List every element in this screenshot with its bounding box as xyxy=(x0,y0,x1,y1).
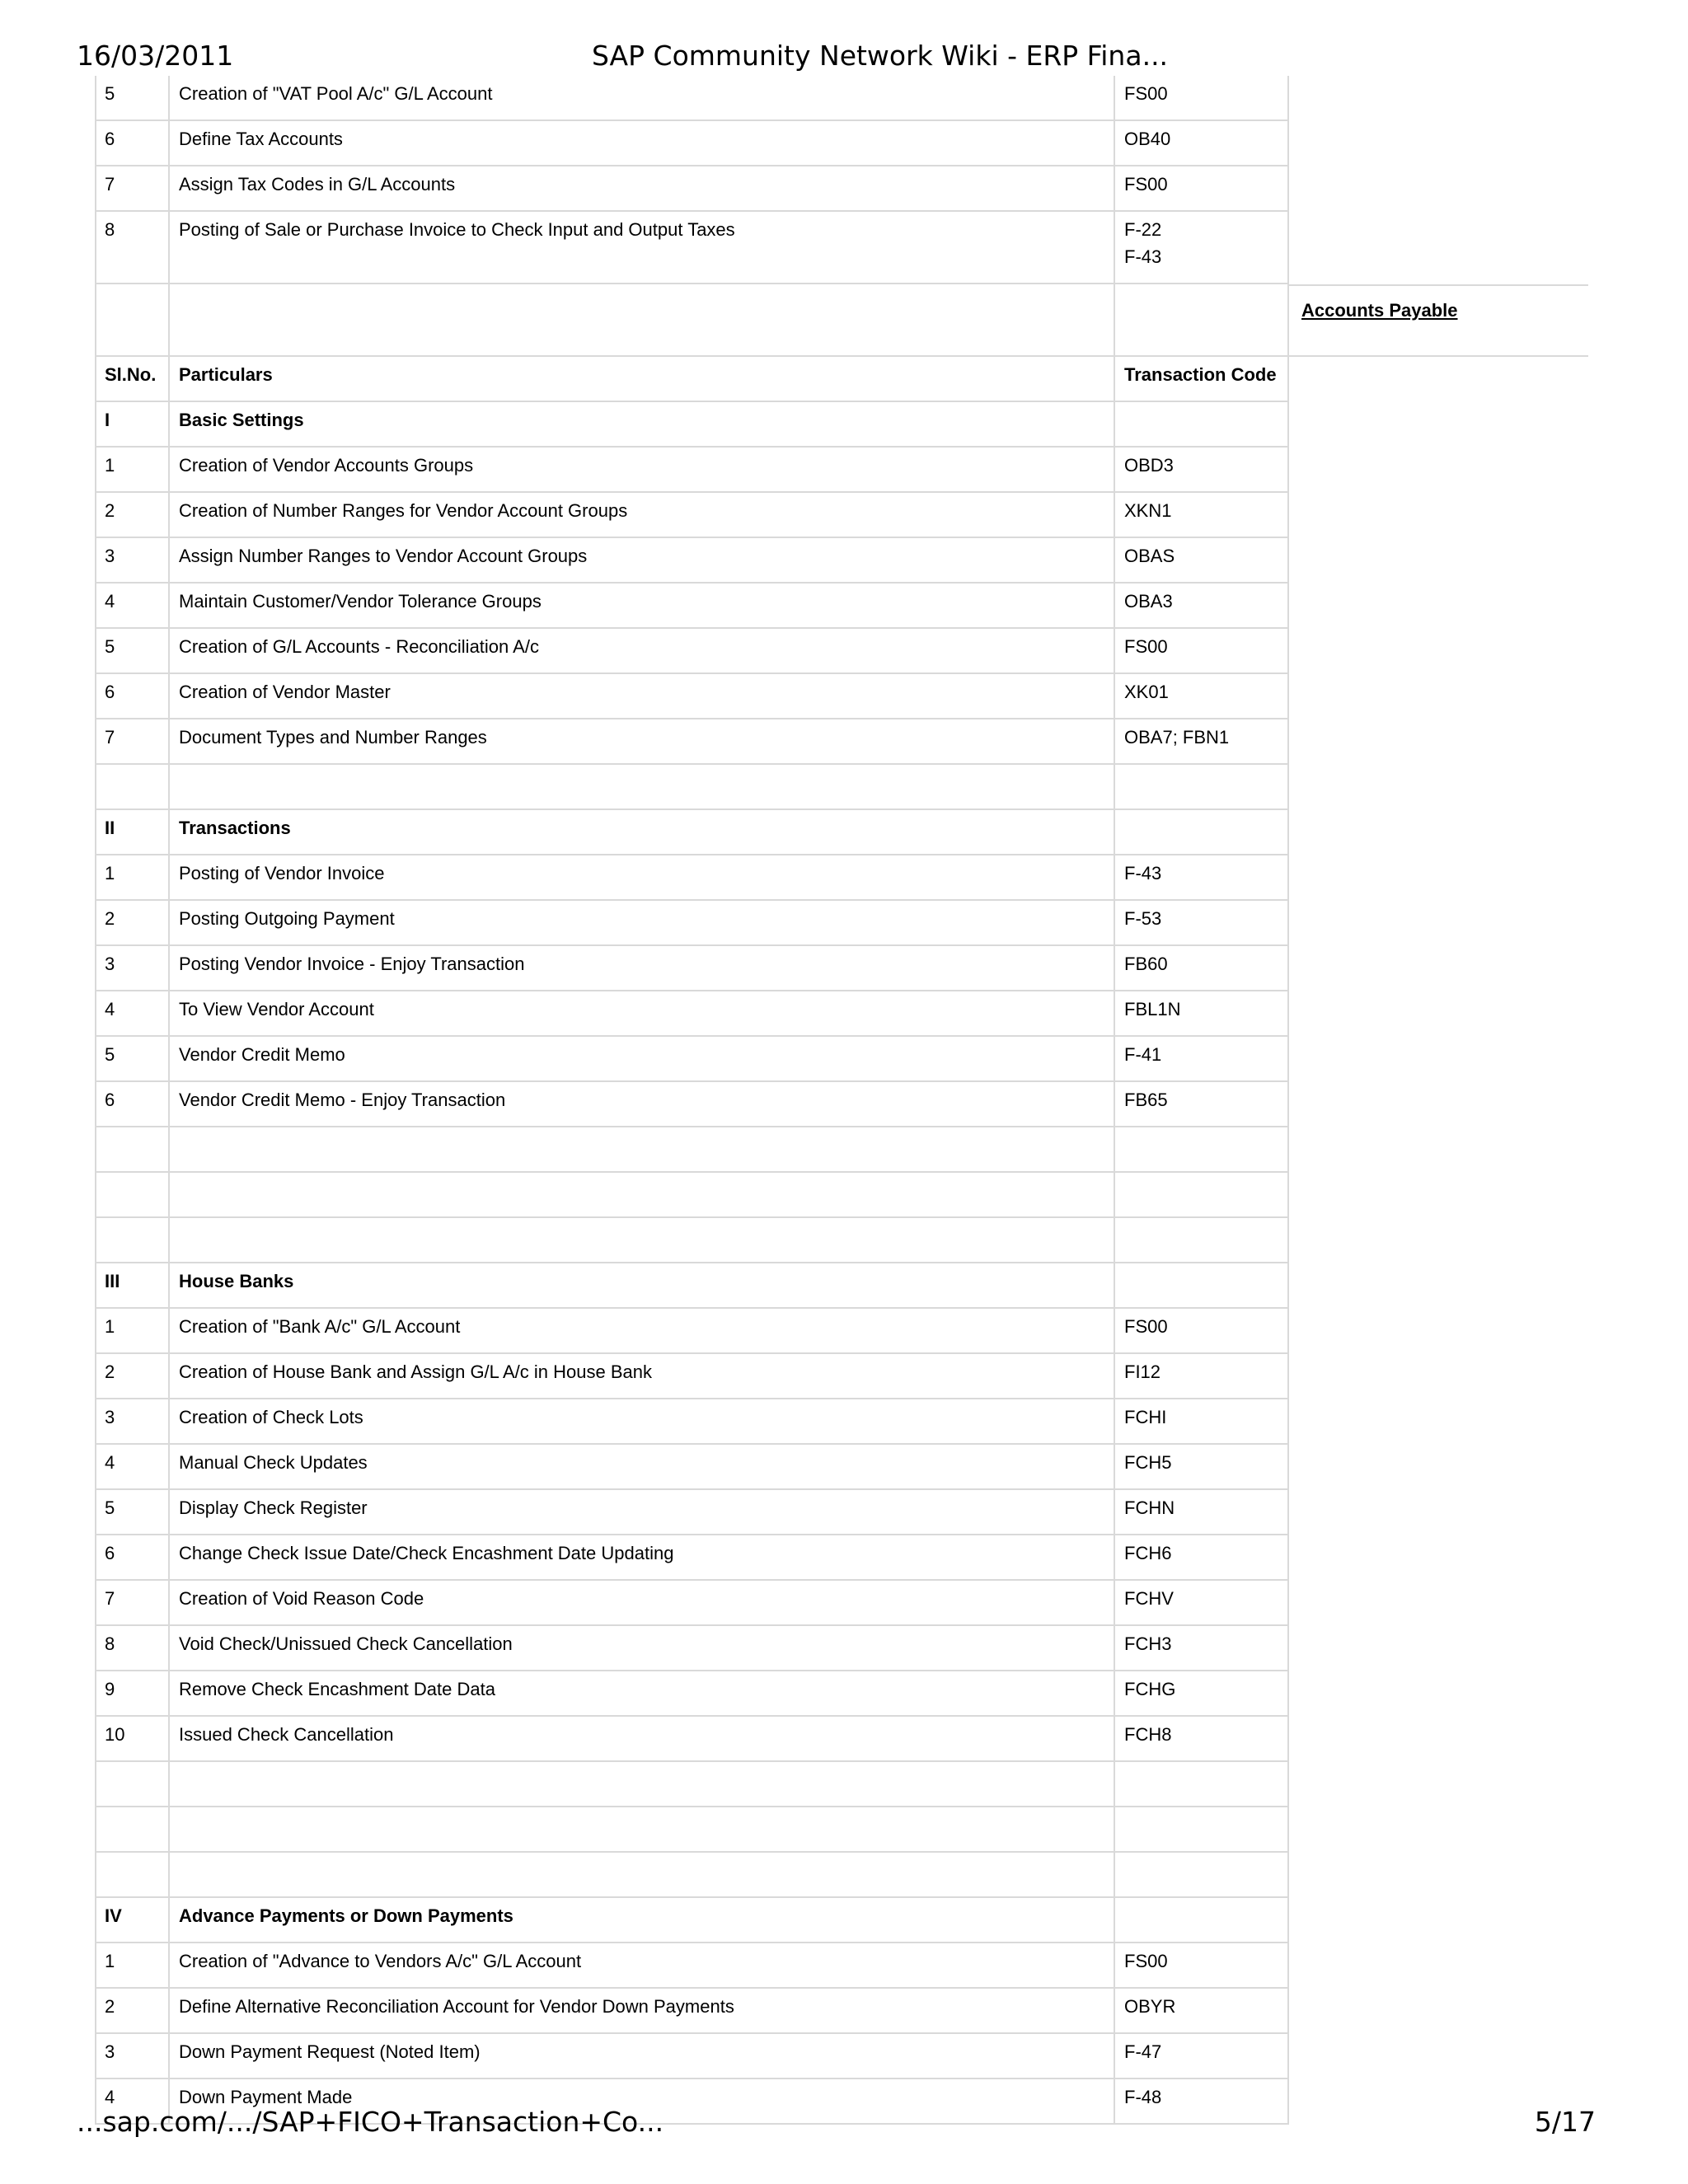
table-row xyxy=(95,1807,1588,1853)
header-date: 16/03/2011 xyxy=(77,40,234,72)
cell-transaction-code: FS00 xyxy=(1114,166,1289,212)
table-row xyxy=(95,629,1588,674)
cell-transaction-code: FCHV xyxy=(1114,1581,1289,1626)
cell-transaction-code xyxy=(1114,1762,1289,1807)
cell-particulars: Display Check Register xyxy=(168,1490,1114,1535)
cell-particulars: Vendor Credit Memo - Enjoy Transaction xyxy=(168,1082,1114,1127)
cell-particulars: Posting of Sale or Purchase Invoice to Check Input and Output Taxes xyxy=(168,212,1114,284)
cell-particulars: Transactions xyxy=(168,810,1114,855)
cell-transaction-code: FI12 xyxy=(1114,1354,1289,1399)
cell-number xyxy=(95,1853,168,1898)
cell-particulars: Basic Settings xyxy=(168,402,1114,448)
cell-particulars xyxy=(168,1762,1114,1807)
table-row xyxy=(95,448,1588,493)
transaction-code-line: F-22 xyxy=(1124,219,1162,240)
cell-transaction-code: F-48 xyxy=(1114,2079,1289,2125)
cell-number: 8 xyxy=(95,1626,168,1671)
cell-particulars: Assign Tax Codes in G/L Accounts xyxy=(168,166,1114,212)
cell-particulars: Define Alternative Reconciliation Account for Vendor Down Payments xyxy=(168,1989,1114,2034)
page-number: 5/17 xyxy=(1534,2106,1596,2138)
cell-transaction-code xyxy=(1114,212,1289,284)
cell-transaction-code: OBAS xyxy=(1114,538,1289,583)
cell-number: 5 xyxy=(95,76,168,121)
cell-transaction-code xyxy=(1114,1263,1289,1309)
cell-number: 2 xyxy=(95,1354,168,1399)
cell-transaction-code: FCH6 xyxy=(1114,1535,1289,1581)
cell-number: 6 xyxy=(95,1535,168,1581)
cell-transaction-code: FCHN xyxy=(1114,1490,1289,1535)
cell-transaction-code: F-41 xyxy=(1114,1037,1289,1082)
cell-particulars: House Banks xyxy=(168,1263,1114,1309)
section-row xyxy=(95,810,1588,855)
cell-particulars: Creation of House Bank and Assign G/L A/c in House Bank xyxy=(168,1354,1114,1399)
cell-particulars: Posting of Vendor Invoice xyxy=(168,855,1114,901)
cell-number: IV xyxy=(95,1898,168,1943)
table-row xyxy=(95,1535,1588,1581)
cell-particulars: Creation of Void Reason Code xyxy=(168,1581,1114,1626)
cell-transaction-code: FCHG xyxy=(1114,1671,1289,1717)
cell-particulars: Particulars xyxy=(168,357,1114,402)
cell-transaction-code xyxy=(1114,810,1289,855)
table-row xyxy=(95,1309,1588,1354)
cell-number: 6 xyxy=(95,1082,168,1127)
cell-transaction-code: OBA7; FBN1 xyxy=(1114,719,1289,765)
table-row xyxy=(95,1853,1588,1898)
table-row xyxy=(95,1173,1588,1218)
cell-transaction-code xyxy=(1114,1127,1289,1173)
table-row xyxy=(95,1717,1588,1762)
cell-transaction-code: FCH3 xyxy=(1114,1626,1289,1671)
cell-transaction-code: FCH8 xyxy=(1114,1717,1289,1762)
cell-number: 5 xyxy=(95,1490,168,1535)
cell-number: 4 xyxy=(95,583,168,629)
cell-transaction-code: FCHI xyxy=(1114,1399,1289,1445)
cell-transaction-code: XKN1 xyxy=(1114,493,1289,538)
cell-transaction-code: FS00 xyxy=(1114,1943,1289,1989)
cell-number: 7 xyxy=(95,1581,168,1626)
table-row xyxy=(95,1626,1588,1671)
cell-particulars: Creation of "VAT Pool A/c" G/L Account xyxy=(168,76,1114,121)
table-row xyxy=(95,121,1588,166)
table-row xyxy=(95,901,1588,946)
cell-transaction-code: FBL1N xyxy=(1114,991,1289,1037)
cell-particulars: Issued Check Cancellation xyxy=(168,1717,1114,1762)
cell-transaction-code xyxy=(1114,1807,1289,1853)
section-row xyxy=(95,1898,1588,1943)
cell-particulars: Creation of "Advance to Vendors A/c" G/L Account xyxy=(168,1943,1114,1989)
table-row xyxy=(95,1399,1588,1445)
cell-number xyxy=(95,1218,168,1263)
cell-number: 1 xyxy=(95,1943,168,1989)
cell-transaction-code xyxy=(1114,1218,1289,1263)
cell-number xyxy=(95,284,168,357)
table-row xyxy=(95,538,1588,583)
cell-number: 3 xyxy=(95,538,168,583)
cell-particulars: To View Vendor Account xyxy=(168,991,1114,1037)
table-row xyxy=(95,946,1588,991)
cell-number: 8 xyxy=(95,212,168,284)
table-row xyxy=(95,1218,1588,1263)
table-header-row xyxy=(95,357,1588,402)
table-row xyxy=(95,1445,1588,1490)
cell-number: 7 xyxy=(95,166,168,212)
cell-transaction-code xyxy=(1114,402,1289,448)
cell-transaction-code: OBD3 xyxy=(1114,448,1289,493)
cell-number: Sl.No. xyxy=(95,357,168,402)
cell-number: 7 xyxy=(95,719,168,765)
cell-number: III xyxy=(95,1263,168,1309)
cell-number xyxy=(95,1127,168,1173)
cell-transaction-code: Transaction Code xyxy=(1114,357,1289,402)
cell-particulars: Down Payment Made xyxy=(168,2079,1114,2125)
cell-number: 6 xyxy=(95,121,168,166)
cell-transaction-code xyxy=(1114,1173,1289,1218)
cell-particulars: Creation of Vendor Master xyxy=(168,674,1114,719)
transaction-table xyxy=(95,76,1588,2125)
cell-transaction-code xyxy=(1114,1853,1289,1898)
table-row xyxy=(95,166,1588,212)
cell-particulars: Define Tax Accounts xyxy=(168,121,1114,166)
footer-url: ...sap.com/.../SAP+FICO+Transaction+Co... xyxy=(77,2106,664,2138)
cell-number: 4 xyxy=(95,991,168,1037)
cell-particulars: Maintain Customer/Vendor Tolerance Groups xyxy=(168,583,1114,629)
table-row xyxy=(95,1762,1588,1807)
cell-number: 6 xyxy=(95,674,168,719)
cell-particulars: Creation of G/L Accounts - Reconciliation A/c xyxy=(168,629,1114,674)
cell-transaction-code: FCH5 xyxy=(1114,1445,1289,1490)
cell-number: 4 xyxy=(95,1445,168,1490)
cell-transaction-code: F-47 xyxy=(1114,2034,1289,2079)
cell-particulars: Posting Vendor Invoice - Enjoy Transaction xyxy=(168,946,1114,991)
cell-number: 3 xyxy=(95,2034,168,2079)
cell-transaction-code xyxy=(1114,765,1289,810)
cell-number xyxy=(95,1762,168,1807)
cell-particulars xyxy=(168,765,1114,810)
cell-transaction-code xyxy=(1114,1898,1289,1943)
cell-particulars: Creation of Check Lots xyxy=(168,1399,1114,1445)
cell-number: II xyxy=(95,810,168,855)
cell-transaction-code xyxy=(1114,284,1289,357)
cell-particulars: Vendor Credit Memo xyxy=(168,1037,1114,1082)
cell-particulars: Creation of "Bank A/c" G/L Account xyxy=(168,1309,1114,1354)
table-row xyxy=(95,1490,1588,1535)
section-title-accounts-payable: Accounts Payable xyxy=(1289,284,1588,357)
cell-transaction-code: FS00 xyxy=(1114,1309,1289,1354)
cell-transaction-code: XK01 xyxy=(1114,674,1289,719)
cell-number: 1 xyxy=(95,448,168,493)
cell-particulars xyxy=(168,1853,1114,1898)
transaction-code-line: F-43 xyxy=(1124,246,1162,267)
cell-number: 5 xyxy=(95,1037,168,1082)
section-row xyxy=(95,402,1588,448)
cell-number: 3 xyxy=(95,1399,168,1445)
section-row xyxy=(95,284,1588,357)
cell-particulars: Down Payment Request (Noted Item) xyxy=(168,2034,1114,2079)
header-title: SAP Community Network Wiki - ERP Fina... xyxy=(592,40,1169,72)
cell-particulars: Creation of Vendor Accounts Groups xyxy=(168,448,1114,493)
cell-number: 3 xyxy=(95,946,168,991)
table-row xyxy=(95,212,1588,284)
table-row xyxy=(95,765,1588,810)
cell-particulars: Creation of Number Ranges for Vendor Account Groups xyxy=(168,493,1114,538)
cell-particulars: Change Check Issue Date/Check Encashment Date Updating xyxy=(168,1535,1114,1581)
cell-number: 9 xyxy=(95,1671,168,1717)
cell-number: 1 xyxy=(95,855,168,901)
cell-transaction-code: OBYR xyxy=(1114,1989,1289,2034)
table-row xyxy=(95,1581,1588,1626)
section-row xyxy=(95,1263,1588,1309)
cell-particulars: Document Types and Number Ranges xyxy=(168,719,1114,765)
cell-transaction-code: FB60 xyxy=(1114,946,1289,991)
cell-particulars xyxy=(168,1807,1114,1853)
cell-transaction-code: F-43 xyxy=(1114,855,1289,901)
table-row xyxy=(95,855,1588,901)
cell-number: I xyxy=(95,402,168,448)
table-row xyxy=(95,76,1588,121)
cell-particulars xyxy=(168,284,1114,357)
table-row xyxy=(95,674,1588,719)
table-row xyxy=(95,2034,1588,2079)
cell-transaction-code: OB40 xyxy=(1114,121,1289,166)
table-row xyxy=(95,1082,1588,1127)
cell-number: 4 xyxy=(95,2079,168,2125)
cell-number: 2 xyxy=(95,901,168,946)
cell-number xyxy=(95,1807,168,1853)
cell-number: 2 xyxy=(95,493,168,538)
table-row xyxy=(95,1989,1588,2034)
cell-particulars xyxy=(168,1127,1114,1173)
table-row xyxy=(95,1127,1588,1173)
cell-transaction-code: FS00 xyxy=(1114,629,1289,674)
cell-particulars: Remove Check Encashment Date Data xyxy=(168,1671,1114,1717)
cell-number: 2 xyxy=(95,1989,168,2034)
cell-particulars: Advance Payments or Down Payments xyxy=(168,1898,1114,1943)
cell-number: 10 xyxy=(95,1717,168,1762)
cell-number xyxy=(95,1173,168,1218)
table-row xyxy=(95,991,1588,1037)
cell-number: 5 xyxy=(95,629,168,674)
cell-particulars: Void Check/Unissued Check Cancellation xyxy=(168,1626,1114,1671)
table-row xyxy=(95,583,1588,629)
cell-number: 1 xyxy=(95,1309,168,1354)
table-row xyxy=(95,493,1588,538)
cell-transaction-code: FS00 xyxy=(1114,76,1289,121)
table-row xyxy=(95,719,1588,765)
cell-transaction-code: FB65 xyxy=(1114,1082,1289,1127)
table-row xyxy=(95,1354,1588,1399)
table-row xyxy=(95,1671,1588,1717)
cell-particulars: Manual Check Updates xyxy=(168,1445,1114,1490)
cell-transaction-code: OBA3 xyxy=(1114,583,1289,629)
cell-particulars: Posting Outgoing Payment xyxy=(168,901,1114,946)
cell-particulars: Assign Number Ranges to Vendor Account Groups xyxy=(168,538,1114,583)
cell-transaction-code: F-53 xyxy=(1114,901,1289,946)
cell-number xyxy=(95,765,168,810)
cell-particulars xyxy=(168,1173,1114,1218)
table-row xyxy=(95,1943,1588,1989)
table-row xyxy=(95,1037,1588,1082)
cell-particulars xyxy=(168,1218,1114,1263)
